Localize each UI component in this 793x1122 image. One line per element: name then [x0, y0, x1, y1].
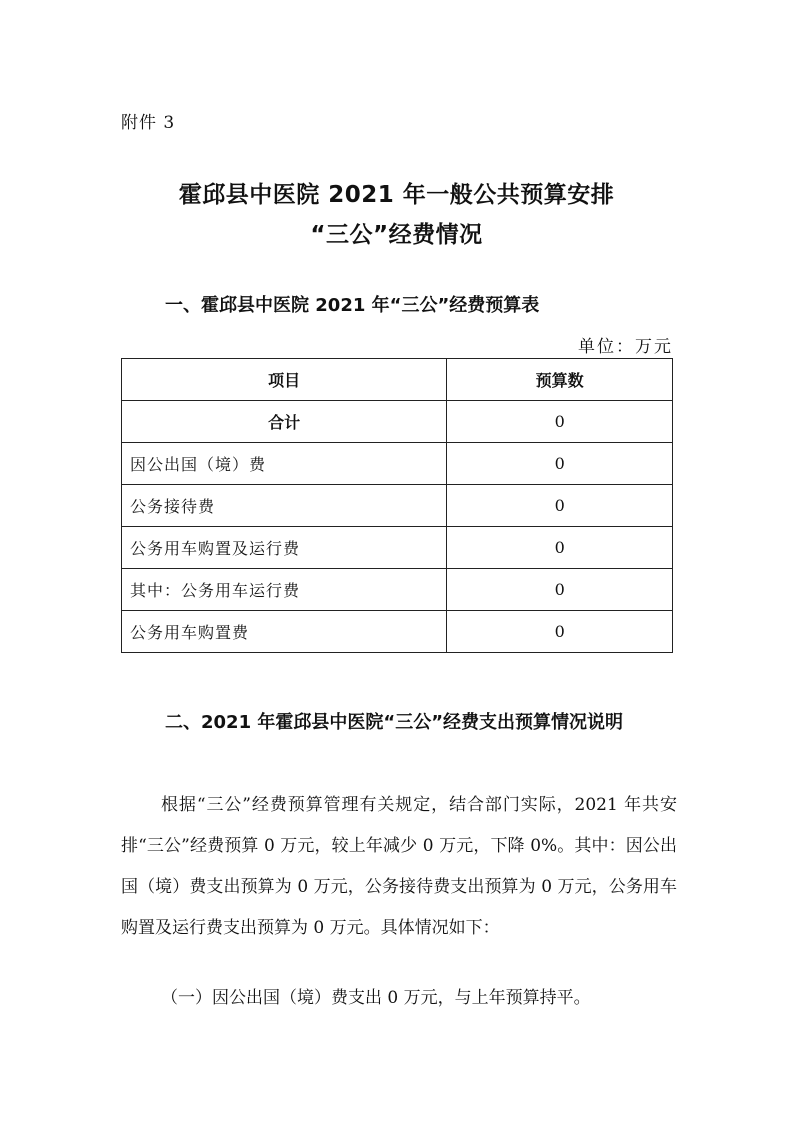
section2-heading: 二、2021 年霍邱县中医院“三公”经费支出预算情况说明 — [165, 712, 624, 733]
row-value: 0 — [447, 527, 673, 569]
row-label: 公务接待费 — [122, 485, 447, 527]
table-row — [122, 401, 673, 443]
row-value: 0 — [447, 611, 673, 653]
body-paragraph-1: 根据“三公”经费预算管理有关规定，结合部门实际，2021 年共安排“三公”经费预算 0 万元，较上年减少 0 万元，下降 0%。其中：因公出国（境）费支出预算为 0 万元，公务接待费支出预算为 0 万元，公务用车购置及运行费支出预算为 0 万元。具体情况如下： — [121, 795, 677, 938]
body-paragraph-2: （一）因公出国（境）费支出 0 万元，与上年预算持平。 — [161, 988, 591, 1008]
table-row — [122, 443, 673, 485]
row-label: 因公出国（境）费 — [122, 443, 447, 485]
table-row — [122, 527, 673, 569]
attachment-label: 附件 3 — [121, 113, 176, 133]
table-row — [122, 569, 673, 611]
document-title-line1: 霍邱县中医院 2021 年一般公共预算安排 — [178, 182, 615, 208]
row-value: 0 — [447, 485, 673, 527]
document-title-line2: “三公”经费情况 — [310, 222, 483, 248]
row-label: 其中：公务用车运行费 — [122, 569, 447, 611]
table-header-row — [122, 359, 673, 401]
table-row — [122, 611, 673, 653]
row-label-total: 合计 — [122, 401, 447, 443]
unit-label: 单位：万元 — [578, 337, 673, 357]
row-value-total: 0 — [447, 401, 673, 443]
header-item: 项目 — [122, 359, 447, 401]
row-label: 公务用车购置及运行费 — [122, 527, 447, 569]
row-value: 0 — [447, 443, 673, 485]
header-budget: 预算数 — [447, 359, 673, 401]
row-label: 公务用车购置费 — [122, 611, 447, 653]
row-value: 0 — [447, 569, 673, 611]
table-row — [122, 485, 673, 527]
budget-table — [121, 358, 673, 653]
section1-heading: 一、霍邱县中医院 2021 年“三公”经费预算表 — [165, 295, 540, 316]
